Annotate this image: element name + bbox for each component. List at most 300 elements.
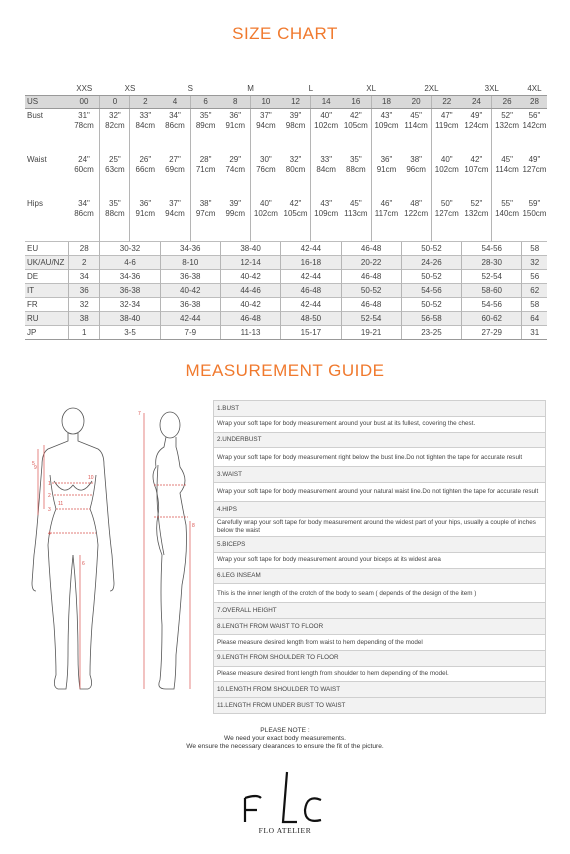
conversion-cell: 28 <box>69 242 100 256</box>
cm-value: 76cm <box>256 165 276 174</box>
cm-value: 66cm <box>135 165 156 174</box>
us-size-cell: 20 <box>401 96 431 109</box>
size-chart-title: SIZE CHART <box>232 24 338 43</box>
measurement-cell <box>341 153 371 197</box>
measurement-cell <box>431 197 461 242</box>
cm-value: 113cm <box>344 209 368 218</box>
inch-value: 46" <box>380 199 393 208</box>
guide-heading-row <box>214 568 546 584</box>
cm-value: 88cm <box>105 209 125 218</box>
conversion-cell: 62 <box>522 284 547 298</box>
guide-description: Wrap your soft tape for body measurement right below the bust line.Do not tighten the tape for accurate result <box>214 448 546 467</box>
conversion-cell: 50-52 <box>341 284 401 298</box>
measurement-cell <box>462 109 492 154</box>
note-line-3: We ensure the necessary clearances to ensure the fit of the picture. <box>186 743 384 750</box>
inch-value: 40" <box>260 199 272 208</box>
guide-heading: 4.HIPS <box>214 502 546 518</box>
guide-description-row <box>214 448 546 467</box>
row-label: UK/AU/NZ <box>25 256 69 270</box>
row-label: EU <box>25 242 69 256</box>
size-group-3xl: 3XL <box>484 84 499 93</box>
cm-value: 114cm <box>404 121 428 130</box>
conversion-cell: 36-38 <box>160 270 220 284</box>
cm-value: 142cm <box>522 121 547 130</box>
cm-value: 127cm <box>434 209 459 218</box>
side-measure-lines <box>144 413 190 689</box>
cm-value: 63cm <box>105 165 125 174</box>
figure-label-10: 10 <box>88 475 94 481</box>
size-group-header-row <box>25 83 547 96</box>
cm-value: 102cm <box>434 165 459 174</box>
measurement-cell <box>401 153 431 197</box>
inch-value: 34" <box>78 199 90 208</box>
cm-value: 150cm <box>522 209 547 218</box>
inch-value: 47" <box>440 111 453 120</box>
measurement-cell <box>371 197 401 242</box>
inch-value: 56" <box>528 111 541 120</box>
conversion-cell: 32 <box>69 298 100 312</box>
inch-value: 49" <box>470 111 483 120</box>
inch-value: 25" <box>109 155 121 164</box>
conversion-cell: 8-10 <box>160 256 220 270</box>
cm-value: 109cm <box>374 121 399 130</box>
cm-value: 105cm <box>343 121 368 130</box>
cm-value: 60cm <box>74 165 94 174</box>
measurement-cell <box>462 153 492 197</box>
measurement-cell <box>311 153 341 197</box>
cm-value: 80cm <box>285 165 306 174</box>
cm-value: 124cm <box>464 121 489 130</box>
guide-description-row <box>214 552 546 568</box>
inch-value: 26" <box>139 155 152 164</box>
conversion-cell: 60-62 <box>462 312 522 326</box>
inch-value: 40" <box>440 155 453 164</box>
cm-value: 122cm <box>404 209 429 218</box>
conversion-cell: 58 <box>522 298 547 312</box>
measurement-cell <box>69 109 100 154</box>
measurement-cell <box>130 197 160 242</box>
measurement-cell <box>251 153 281 197</box>
cm-value: 91cm <box>135 209 156 218</box>
conversion-cell: 48-50 <box>281 312 341 326</box>
us-size-cell: 26 <box>492 96 522 109</box>
figure-label-9: 9 <box>34 465 37 471</box>
measurement-cell <box>160 197 190 242</box>
guide-heading: 5.BICEPS <box>214 536 546 552</box>
inch-value: 42" <box>470 155 483 164</box>
measurement-cell <box>190 153 220 197</box>
guide-heading: 6.LEG INSEAM <box>214 568 546 584</box>
conversion-cell: 36 <box>69 284 100 298</box>
guide-heading: 2.UNDERBUST <box>214 432 546 448</box>
conversion-cell: 15-17 <box>281 326 341 340</box>
conversion-cell: 64 <box>522 312 547 326</box>
guide-heading-row <box>214 467 546 483</box>
guide-heading-row <box>214 401 546 417</box>
us-size-cell: 18 <box>371 96 401 109</box>
guide-heading-row <box>214 432 546 448</box>
figure-label-1: 1 <box>48 481 51 487</box>
measurement-cell <box>130 109 160 154</box>
cm-value: 71cm <box>195 165 216 174</box>
conversion-cell: 36-38 <box>160 298 220 312</box>
cm-value: 127cm <box>522 165 547 174</box>
us-size-cell: 4 <box>160 96 190 109</box>
inch-value: 35" <box>199 111 212 120</box>
cm-value: 102cm <box>253 209 278 218</box>
conversion-row-jp <box>25 326 547 340</box>
conversion-cell: 46-48 <box>341 242 401 256</box>
inch-value: 37" <box>260 111 272 120</box>
cm-value: 74cm <box>225 165 246 174</box>
guide-heading-row <box>214 650 546 666</box>
conversion-row-eu <box>25 242 547 256</box>
figure-label-11: 11 <box>58 501 64 507</box>
inch-value: 36" <box>139 199 152 208</box>
cm-value: 105cm <box>283 209 308 218</box>
conversion-row-uk-au-nz <box>25 256 547 270</box>
inch-value: 43" <box>320 199 333 208</box>
cm-value: 102cm <box>314 121 339 130</box>
conversion-cell: 46-48 <box>281 284 341 298</box>
inch-value: 37" <box>169 199 181 208</box>
cm-value: 99cm <box>225 209 246 218</box>
measurement-cell <box>69 153 100 197</box>
guide-description: Please measure desired length from waist to hem depending of the model <box>214 634 546 650</box>
inch-value: 24" <box>78 155 90 164</box>
inch-value: 33" <box>320 155 333 164</box>
us-size-cell: 16 <box>341 96 371 109</box>
body-figures-illustration <box>30 405 205 705</box>
guide-description: Carefully wrap your soft tape for body measurement around the widest part of your hips, usually a couple of inches below the waist <box>214 517 546 536</box>
measurement-guide-table <box>213 400 546 714</box>
measurement-cell <box>371 153 401 197</box>
cm-value: 107cm <box>464 165 489 174</box>
inch-value: 45" <box>410 111 422 120</box>
cm-value: 86cm <box>165 121 185 130</box>
measurement-cell <box>190 197 220 242</box>
size-chart-table <box>25 83 547 340</box>
inch-value: 36" <box>229 111 242 120</box>
size-group-s: S <box>187 84 193 93</box>
cm-value: 94cm <box>256 121 276 130</box>
row-label: IT <box>25 284 69 298</box>
inch-value: 33" <box>139 111 152 120</box>
figure-label-6: 6 <box>82 561 85 567</box>
conversion-cell: 44-46 <box>220 284 280 298</box>
cm-value: 114cm <box>495 165 519 174</box>
measurement-cell <box>522 109 547 154</box>
size-group-2xl: 2XL <box>424 84 439 93</box>
figure-label-2: 2 <box>48 493 51 499</box>
inch-value: 52" <box>470 199 483 208</box>
conversion-row-ru <box>25 312 547 326</box>
measurement-cell <box>130 153 160 197</box>
inch-value: 35" <box>349 155 362 164</box>
conversion-row-it <box>25 284 547 298</box>
conversion-cell: 54-56 <box>401 284 461 298</box>
measurement-row-waist <box>25 153 547 197</box>
inch-value: 38" <box>199 199 212 208</box>
conversion-cell: 56-58 <box>401 312 461 326</box>
inch-value: 31" <box>78 111 90 120</box>
cm-value: 88cm <box>346 165 366 174</box>
guide-description: This is the inner length of the crotch of the body to seam ( depends of the design of the item ) <box>214 584 546 603</box>
row-label: Waist <box>27 155 47 164</box>
conversion-cell: 38-40 <box>100 312 160 326</box>
inch-value: 34" <box>169 111 181 120</box>
measurement-cell <box>431 153 461 197</box>
conversion-cell: 52-54 <box>462 270 522 284</box>
conversion-cell: 42-44 <box>281 242 341 256</box>
guide-heading-row <box>214 603 546 619</box>
measurement-cell <box>220 109 250 154</box>
figure-label-5: 5 <box>32 461 35 467</box>
conversion-cell: 31 <box>522 326 547 340</box>
row-label: Hips <box>27 199 44 208</box>
us-size-cell: 8 <box>220 96 250 109</box>
guide-heading-row <box>214 682 546 698</box>
inch-value: 42" <box>289 199 302 208</box>
measurement-cell <box>100 109 130 154</box>
measurement-cell <box>100 197 130 242</box>
conversion-cell: 54-56 <box>462 298 522 312</box>
measurement-cell <box>341 197 371 242</box>
us-size-cell: 6 <box>190 96 220 109</box>
measurement-cell <box>522 153 547 197</box>
guide-heading-row <box>214 619 546 635</box>
please-note <box>0 727 570 751</box>
cm-value: 82cm <box>105 121 125 130</box>
conversion-cell: 7-9 <box>160 326 220 340</box>
inch-value: 36" <box>380 155 393 164</box>
conversion-cell: 2 <box>69 256 100 270</box>
row-label: RU <box>25 312 69 326</box>
conversion-cell: 42-44 <box>281 270 341 284</box>
measurement-cell <box>281 153 311 197</box>
inch-value: 32" <box>289 155 302 164</box>
guide-heading: 8.LENGTH FROM WAIST TO FLOOR <box>214 619 546 635</box>
conversion-cell: 52-54 <box>341 312 401 326</box>
figure-number-labels <box>32 411 195 567</box>
us-size-cell: 22 <box>431 96 461 109</box>
inch-value: 59" <box>528 199 541 208</box>
us-size-row <box>25 96 547 109</box>
measurement-cell <box>281 109 311 154</box>
inch-value: 35" <box>109 199 121 208</box>
conversion-cell: 42-44 <box>160 312 220 326</box>
cm-value: 117cm <box>374 209 399 218</box>
cm-value: 91cm <box>376 165 397 174</box>
conversion-cell: 46-48 <box>220 312 280 326</box>
inch-value: 48" <box>410 199 422 208</box>
us-size-cell: 10 <box>251 96 281 109</box>
measurement-cell <box>160 109 190 154</box>
measurement-cell <box>431 109 461 154</box>
inch-value: 55" <box>501 199 513 208</box>
cm-value: 97cm <box>195 209 216 218</box>
guide-heading-row <box>214 698 546 714</box>
guide-heading: 1.BUST <box>214 401 546 417</box>
conversion-cell: 58-60 <box>462 284 522 298</box>
conversion-cell: 12-14 <box>220 256 280 270</box>
cm-value: 91cm <box>225 121 246 130</box>
conversion-cell: 27-29 <box>462 326 522 340</box>
conversion-cell: 32-34 <box>100 298 160 312</box>
cm-value: 140cm <box>495 209 520 218</box>
measurement-cell <box>401 109 431 154</box>
conversion-cell: 38-40 <box>220 242 280 256</box>
us-size-cell: 28 <box>522 96 547 109</box>
inch-value: 42" <box>349 111 362 120</box>
us-size-cell: 0 <box>100 96 130 109</box>
cm-value: 96cm <box>406 165 426 174</box>
guide-description: Please measure desired front length from shoulder to hem depending of the model. <box>214 666 546 682</box>
guide-description-row <box>214 416 546 432</box>
measurement-row-hips <box>25 197 547 242</box>
us-size-cell: 2 <box>130 96 160 109</box>
note-line-1: PLEASE NOTE : <box>260 727 310 734</box>
inch-value: 39" <box>289 111 302 120</box>
conversion-cell: 40-42 <box>220 270 280 284</box>
conversion-cell: 34-36 <box>100 270 160 284</box>
inch-value: 38" <box>410 155 422 164</box>
cm-value: 98cm <box>285 121 306 130</box>
guide-description: Wrap your soft tape for body measurement around your biceps at its widest area <box>214 552 546 568</box>
conversion-cell: 42-44 <box>281 298 341 312</box>
cm-value: 84cm <box>316 165 336 174</box>
conversion-cell: 36-38 <box>100 284 160 298</box>
inch-value: 52" <box>501 111 513 120</box>
conversion-cell: 34-36 <box>160 242 220 256</box>
measurement-cell <box>251 197 281 242</box>
note-line-2: We need your exact body measurements. <box>224 735 346 742</box>
cm-value: 109cm <box>314 209 339 218</box>
cm-value: 89cm <box>195 121 216 130</box>
conversion-cell: 46-48 <box>341 298 401 312</box>
conversion-cell: 11-13 <box>220 326 280 340</box>
size-group-m: M <box>247 84 254 93</box>
inch-value: 30" <box>260 155 272 164</box>
measurement-cell <box>341 109 371 154</box>
inch-value: 43" <box>380 111 393 120</box>
inch-value: 27" <box>169 155 181 164</box>
measurement-cell <box>492 197 522 242</box>
row-label: FR <box>25 298 69 312</box>
measurement-cell <box>69 197 100 242</box>
conversion-cell: 50-52 <box>401 242 461 256</box>
conversion-row-de <box>25 270 547 284</box>
conversion-cell: 58 <box>522 242 547 256</box>
conversion-cell: 40-42 <box>160 284 220 298</box>
measurement-cell <box>220 153 250 197</box>
conversion-cell: 28-30 <box>462 256 522 270</box>
conversion-cell: 30-32 <box>100 242 160 256</box>
row-label: JP <box>25 326 69 340</box>
conversion-cell: 46-48 <box>341 270 401 284</box>
inch-value: 45" <box>501 155 513 164</box>
cm-value: 94cm <box>165 209 185 218</box>
conversion-cell: 1 <box>69 326 100 340</box>
inch-value: 50" <box>440 199 453 208</box>
figure-label-3: 3 <box>48 507 51 513</box>
guide-heading-row <box>214 536 546 552</box>
measurement-cell <box>371 109 401 154</box>
us-size-cell: 14 <box>311 96 341 109</box>
measurement-cell <box>492 109 522 154</box>
conversion-cell: 24-26 <box>401 256 461 270</box>
measurement-cell <box>220 197 250 242</box>
size-group-xl: XL <box>366 84 377 93</box>
measurement-cell <box>251 109 281 154</box>
guide-description-row <box>214 584 546 603</box>
figure-label-8: 8 <box>192 523 195 529</box>
guide-heading: 3.WAIST <box>214 467 546 483</box>
figure-label-4: 4 <box>48 531 51 537</box>
cm-value: 86cm <box>74 209 94 218</box>
size-group-blank <box>25 83 69 96</box>
measurement-cell <box>522 197 547 242</box>
inch-value: 49" <box>528 155 541 164</box>
conversion-cell: 54-56 <box>462 242 522 256</box>
measurement-cell <box>492 153 522 197</box>
guide-heading: 10.LENGTH FROM SHOULDER TO WAIST <box>214 682 546 698</box>
us-size-cell: 12 <box>281 96 311 109</box>
measurement-cell <box>100 153 130 197</box>
conversion-cell: 16-18 <box>281 256 341 270</box>
conversion-cell: 56 <box>522 270 547 284</box>
conversion-cell: 50-52 <box>401 298 461 312</box>
row-label: Bust <box>27 111 44 120</box>
guide-description: Wrap your soft tape for body measurement around your bust at its fullest, covering the chest. <box>214 416 546 432</box>
measurement-cell <box>401 197 431 242</box>
us-size-cell: 24 <box>462 96 492 109</box>
conversion-cell: 40-42 <box>220 298 280 312</box>
us-size-cell: 00 <box>69 96 100 109</box>
figure-label-7: 7 <box>138 411 141 417</box>
conversion-cell: 20-22 <box>341 256 401 270</box>
size-group-xs: XS <box>124 84 136 93</box>
guide-description-row <box>214 517 546 536</box>
inch-value: 45" <box>349 199 362 208</box>
cm-value: 84cm <box>135 121 156 130</box>
cm-value: 132cm <box>495 121 520 130</box>
cm-value: 132cm <box>464 209 489 218</box>
conversion-cell: 3-5 <box>100 326 160 340</box>
size-group-xxs: XXS <box>76 84 93 93</box>
conversion-cell: 34 <box>69 270 100 284</box>
measurement-cell <box>160 153 190 197</box>
conversion-cell: 50-52 <box>401 270 461 284</box>
guide-heading: 7.OVERALL HEIGHT <box>214 603 546 619</box>
guide-heading: 11.LENGTH FROM UNDER BUST TO WAIST <box>214 698 546 714</box>
guide-description-row <box>214 483 546 502</box>
inch-value: 28" <box>199 155 212 164</box>
measurement-guide-title: MEASUREMENT GUIDE <box>185 361 385 380</box>
inch-value: 39" <box>229 199 242 208</box>
cm-value: 69cm <box>165 165 185 174</box>
measurement-cell <box>311 197 341 242</box>
conversion-cell: 38 <box>69 312 100 326</box>
guide-description-row <box>214 666 546 682</box>
guide-heading: 9.LENGTH FROM SHOULDER TO FLOOR <box>214 650 546 666</box>
conversion-cell: 23-25 <box>401 326 461 340</box>
size-group-4xl: 4XL <box>527 84 542 93</box>
measurement-cell <box>190 109 220 154</box>
inch-value: 40" <box>320 111 333 120</box>
cm-value: 119cm <box>435 121 459 130</box>
inch-value: 32" <box>109 111 121 120</box>
